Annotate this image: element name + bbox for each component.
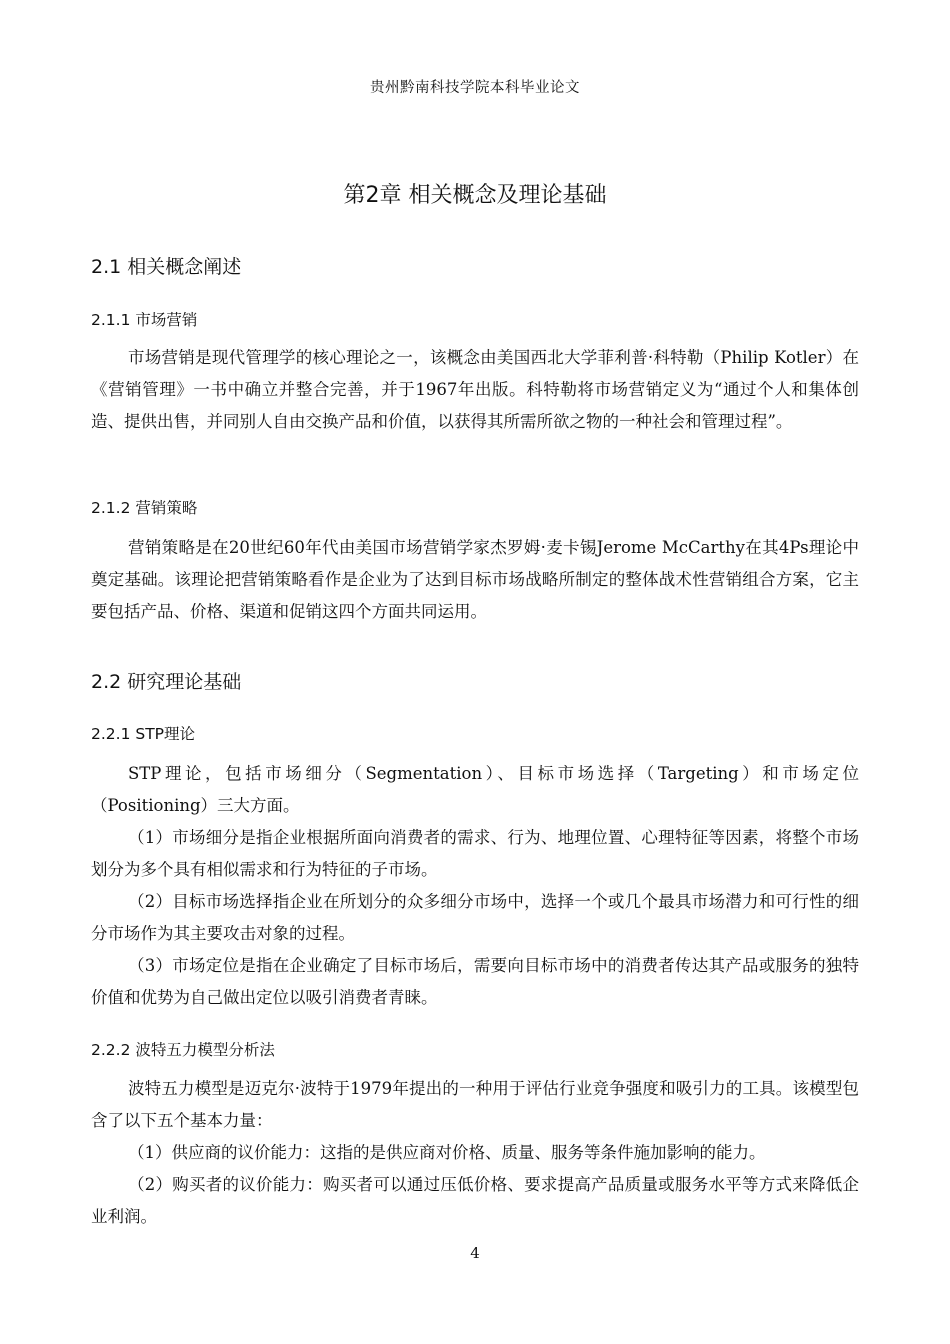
paragraph-stp-positioning: （3）市场定位是指在企业确定了目标市场后，需要向目标市场中的消费者传达其产品或服务的独特价值和优势为自己做出定位以吸引消费者青睐。 — [91, 956, 859, 1007]
paragraph-stp-intro: STP理论，包括市场细分（Segmentation）、目标市场选择（Targeting）和市场定位（Positioning）三大方面。 — [91, 764, 859, 815]
paragraph-stp-targeting: （2）目标市场选择指企业在所划分的众多细分市场中，选择一个或几个最具市场潜力和可行性的细分市场作为其主要攻击对象的过程。 — [91, 892, 859, 943]
subsection-heading-2-1-1: 2.1.1 市场营销 — [91, 311, 198, 329]
subsection-heading-2-2-2: 2.2.2 波特五力模型分析法 — [91, 1041, 275, 1059]
paragraph-five-forces-intro: 波特五力模型是迈克尔·波特于1979年提出的一种用于评估行业竞争强度和吸引力的工具。该模型包含了以下五个基本力量： — [91, 1079, 859, 1130]
paragraph-marketing-strategy: 营销策略是在20世纪60年代由美国市场营销学家杰罗姆·麦卡锡Jerome McCarthy在其4Ps理论中奠定基础。该理论把营销策略看作是企业为了达到目标市场战略所制定的整体战术性营销组合方案，它主要包括产品、价格、渠道和促销这四个方面共同运用。 — [91, 538, 859, 621]
section-heading-2-1: 2.1 相关概念阐述 — [91, 256, 242, 278]
subsection-heading-2-1-2: 2.1.2 营销策略 — [91, 499, 198, 517]
paragraph-supplier-power: （1）供应商的议价能力：这指的是供应商对价格、质量、服务等条件施加影响的能力。 — [128, 1143, 766, 1162]
section-heading-2-2: 2.2 研究理论基础 — [91, 671, 242, 693]
subsection-heading-2-2-1: 2.2.1 STP理论 — [91, 725, 196, 743]
chapter-title: 第2章 相关概念及理论基础 — [343, 183, 607, 208]
paragraph-buyer-power: （2）购买者的议价能力：购买者可以通过压低价格、要求提高产品质量或服务水平等方式来降低企业利润。 — [91, 1175, 859, 1226]
page-number: 4 — [470, 1244, 480, 1262]
paragraph-stp-segmentation: （1）市场细分是指企业根据所面向消费者的需求、行为、地理位置、心理特征等因素，将整个市场划分为多个具有相似需求和行为特征的子市场。 — [91, 828, 859, 879]
paragraph-marketing: 市场营销是现代管理学的核心理论之一，该概念由美国西北大学菲利普·科特勒（Philip Kotler）在《营销管理》一书中确立并整合完善，并于1967年出版。科特勒将市场营销定义为“通过个人和集体创造、提供出售，并同别人自由交换产品和价值，以获得其所需所欲之物的一种社会和管理过程”。 — [91, 348, 859, 431]
running-header: 贵州黔南科技学院本科毕业论文 — [370, 80, 580, 96]
